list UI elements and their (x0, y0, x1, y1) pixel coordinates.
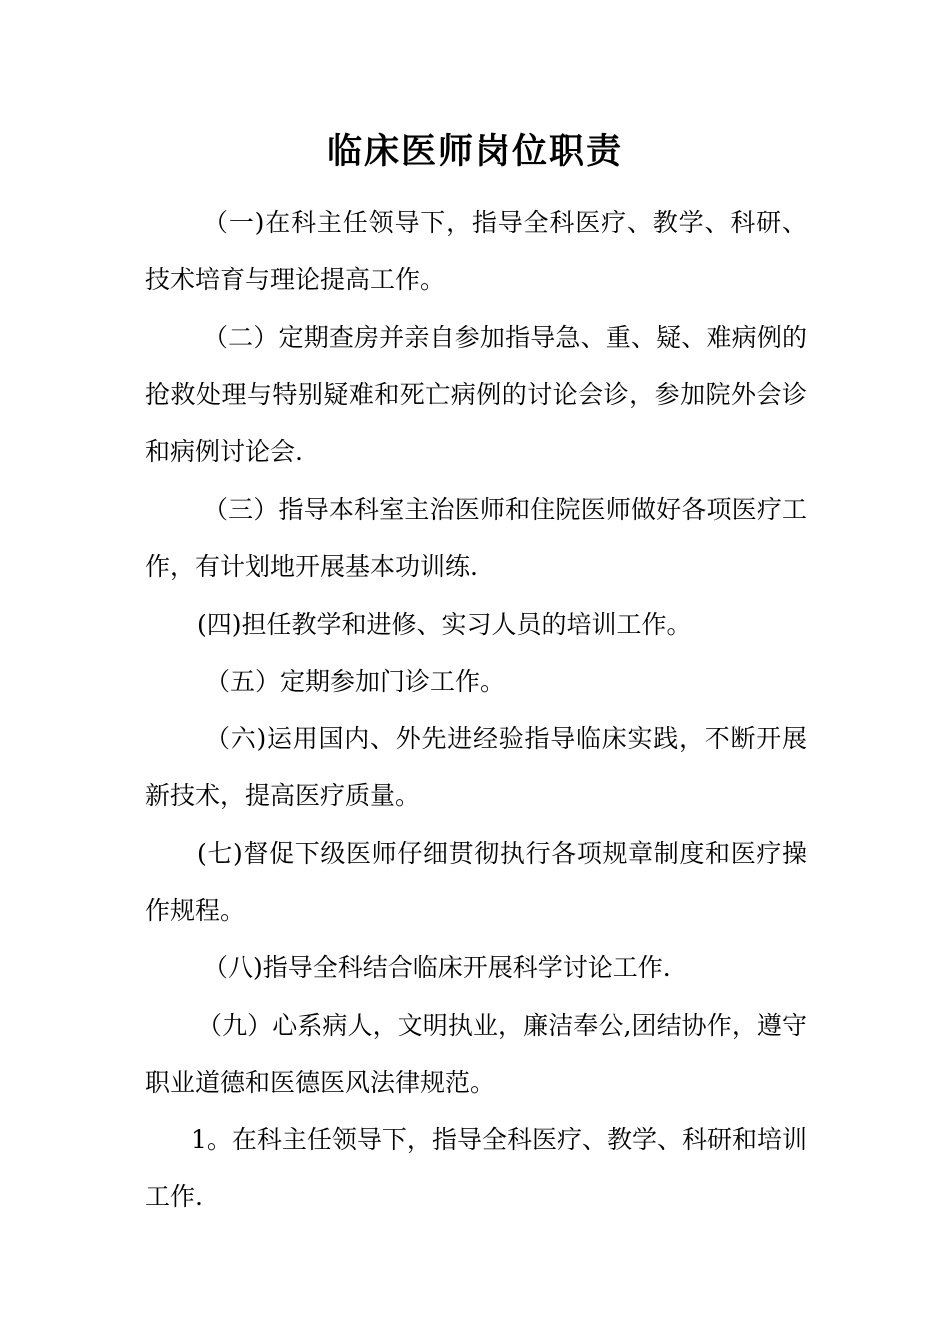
duty-paragraph-3: （三）指导本科室主治医师和住院医师做好各项医疗工作，有计划地开展基本功训练. (145, 495, 807, 581)
duty-paragraph-10: 1。在科主任领导下，指导全科医疗、教学、科研和培训工作. (145, 1125, 807, 1211)
duty-paragraph-6: （六)运用国内、外先进经验指导临床实践，不断开展新技术，提高医疗质量。 (145, 724, 807, 810)
duty-paragraph-7: (七)督促下级医师仔细贯彻执行各项规章制度和医疗操作规程。 (145, 839, 807, 925)
duty-paragraph-4: (四)担任教学和进修、实习人员的培训工作。 (197, 610, 692, 639)
duty-paragraph-9: （九）心系病人，文明执业，廉洁奉公,团结协作，遵守职业道德和医德医风法律规范。 (145, 1011, 807, 1097)
duty-paragraph-5: （五）定期参加门诊工作。 (205, 667, 506, 696)
duty-paragraph-2: （二）定期查房并亲自参加指导急、重、疑、难病例的抢救处理与特别疑难和死亡病例的讨论会诊，参加院外会诊和病例讨论会. (145, 323, 807, 466)
duty-paragraph-8: （八)指导全科结合临床开展科学讨论工作. (203, 953, 671, 982)
document-title: 临床医师岗位职责 (326, 132, 623, 172)
duty-paragraph-1: （一)在科主任领导下，指导全科医疗、教学、科研、技术培育与理论提高工作。 (145, 208, 807, 294)
